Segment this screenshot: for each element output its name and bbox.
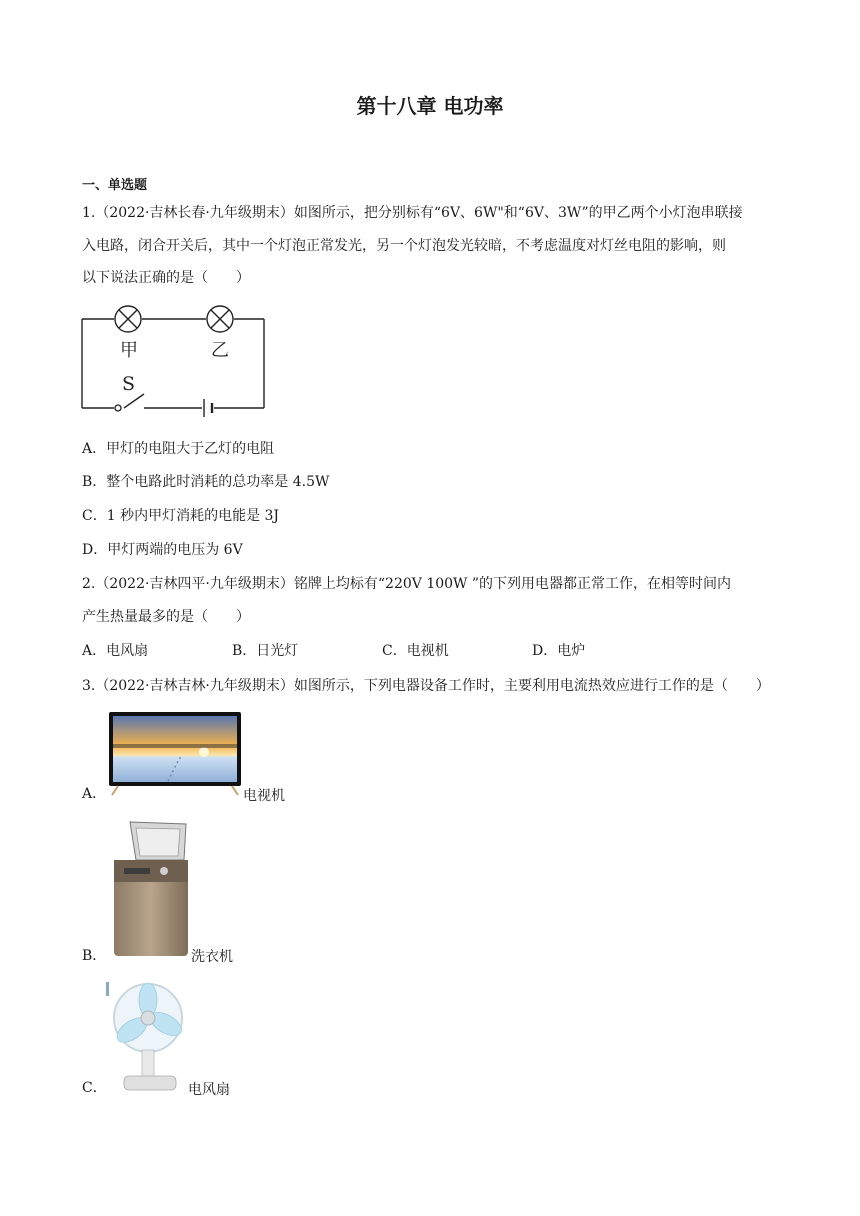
q1-stem-line3: 以下说法正确的是（ ） — [82, 270, 250, 286]
q1-option-a[interactable]: A．甲灯的电阻大于乙灯的电阻 — [82, 441, 275, 457]
lamp-jia-symbol — [115, 306, 141, 332]
electric-fan-image[interactable] — [106, 978, 186, 1096]
lamp-yi-symbol — [207, 306, 233, 332]
washing-machine-image[interactable] — [106, 820, 192, 960]
battery-symbol — [204, 399, 212, 417]
tv-image[interactable] — [108, 711, 242, 797]
q3-option-a-letter[interactable]: A． — [82, 786, 107, 802]
lamp-jia-label: 甲 — [120, 340, 138, 361]
q2-option-b[interactable]: B．日光灯 — [232, 643, 299, 659]
section-heading: 一、单选题 — [82, 178, 148, 193]
q2-stem-line2: 产生热量最多的是（ ） — [82, 609, 250, 625]
q3-option-b-letter[interactable]: B． — [82, 948, 107, 964]
lamp-yi-label: 乙 — [211, 340, 229, 361]
q3-option-a-caption: 电视机 — [243, 788, 285, 804]
q1-stem-line1: 1.（2022·吉林长春·九年级期末）如图所示，把分别标有“6V、6W"和“6V、3W”的甲乙两个小灯泡串联接 — [82, 205, 743, 221]
q3-option-c-letter[interactable]: C． — [82, 1080, 107, 1096]
q1-option-b[interactable]: B．整个电路此时消耗的总功率是 4.5W — [82, 474, 330, 490]
q2-option-d[interactable]: D．电炉 — [532, 643, 586, 659]
q2-option-c[interactable]: C．电视机 — [382, 643, 449, 659]
q3-option-c-caption: 电风扇 — [188, 1082, 230, 1098]
q1-option-d[interactable]: D．甲灯两端的电压为 6V — [82, 542, 243, 558]
q1-stem-line2: 入电路，闭合开关后，其中一个灯泡正常发光，另一个灯泡发光较暗，不考虑温度对灯丝电阻的影响，则 — [82, 238, 726, 254]
switch-pivot — [115, 405, 121, 411]
q2-option-a[interactable]: A．电风扇 — [82, 643, 149, 659]
q3-option-b-caption: 洗衣机 — [191, 949, 233, 965]
page-title: 第十八章 电功率 — [356, 94, 504, 118]
circuit-diagram — [78, 302, 270, 418]
q2-stem-line1: 2.（2022·吉林四平·九年级期末）铭牌上均标有“220V 100W ”的下列用电器都正常工作，在相等时间内 — [82, 576, 732, 592]
switch-label: S — [122, 373, 136, 395]
q3-stem-line1: 3.（2022·吉林吉林·九年级期末）如图所示，下列电器设备工作时，主要利用电流热效应进行工作的是（ ） — [82, 678, 770, 694]
q1-option-c[interactable]: C．1 秒内甲灯消耗的电能是 3J — [82, 508, 280, 524]
